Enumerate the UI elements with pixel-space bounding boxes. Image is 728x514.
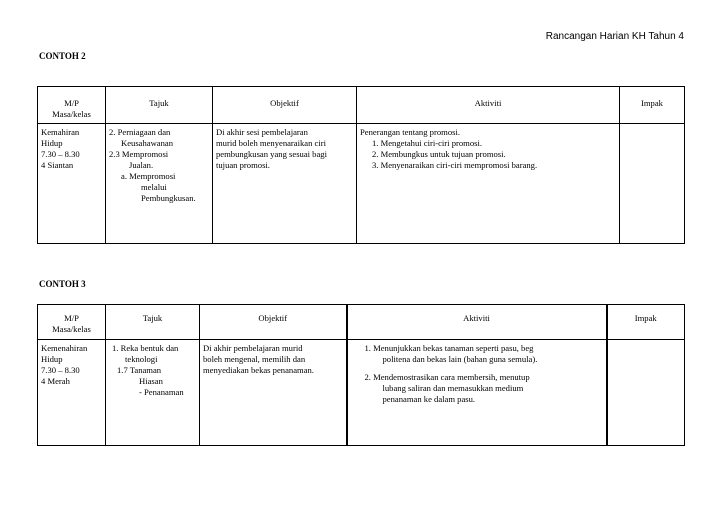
aktiviti-line: 1. Mengetahui ciri-ciri promosi. xyxy=(372,138,483,148)
aktiviti-line: 1. Menunjukkan bekas tanaman seperti pasu, beg xyxy=(364,343,534,353)
objektif-line: murid boleh menyenaraikan ciri xyxy=(216,138,327,148)
header-objektif: Objektif xyxy=(213,87,357,124)
tajuk-line: Keusahawanan xyxy=(121,138,174,148)
objektif-line: boleh mengenal, memilih dan xyxy=(203,354,306,364)
table-row xyxy=(38,124,685,244)
cell-aktiviti xyxy=(347,340,607,446)
header-masa-label: Masa/kelas xyxy=(52,109,91,119)
tajuk-line: Hiasan xyxy=(139,376,163,386)
objektif-line: Di akhir pembelajaran murid xyxy=(203,343,303,353)
table-header-row xyxy=(38,305,685,340)
tajuk-line: melalui xyxy=(141,182,167,192)
document-header: Rancangan Harian KH Tahun 4 xyxy=(545,31,684,42)
lesson-table-contoh-3 xyxy=(37,304,685,446)
cell-objektif xyxy=(213,124,357,244)
header-impak: Impak xyxy=(607,305,685,340)
header-aktiviti: Aktiviti xyxy=(347,305,607,340)
tajuk-line: 2.3 Mempromosi xyxy=(109,149,169,159)
header-tajuk: Tajuk xyxy=(106,87,213,124)
aktiviti-line: penanaman ke dalam pasu. xyxy=(382,394,476,404)
header-mp xyxy=(38,305,106,340)
cell-aktiviti xyxy=(357,124,620,244)
objektif-line: tujuan promosi. xyxy=(216,160,270,170)
mp-line: 4 Merah xyxy=(41,376,70,386)
aktiviti-line: Penerangan tentang promosi. xyxy=(360,127,460,137)
section-title-contoh-3: CONTOH 3 xyxy=(39,279,86,289)
tajuk-line: teknologi xyxy=(125,354,158,364)
cell-mp xyxy=(38,340,106,446)
cell-mp xyxy=(38,124,106,244)
tajuk-line: - Penanaman xyxy=(139,387,184,397)
spacer xyxy=(351,365,603,372)
objektif-line: menyediakan bekas penanaman. xyxy=(203,365,314,375)
objektif-line: pembungkusan yang sesuai bagi xyxy=(216,149,327,159)
header-aktiviti: Aktiviti xyxy=(357,87,620,124)
table-header-row xyxy=(38,87,685,124)
mp-line: Hidup xyxy=(41,354,63,364)
aktiviti-line: 2. Mendemostrasikan cara membersih, menutup xyxy=(364,372,530,382)
table-row xyxy=(38,340,685,446)
tajuk-line: a. Mempromosi xyxy=(121,171,176,181)
header-mp-label: M/P xyxy=(64,313,79,323)
tajuk-line: Jualan. xyxy=(129,160,154,170)
mp-line: Kemenahiran xyxy=(41,343,88,353)
cell-impak xyxy=(607,340,685,446)
aktiviti-line: 3. Menyenaraikan ciri-ciri mempromosi barang. xyxy=(372,160,538,170)
aktiviti-line: 2. Membungkus untuk tujuan promosi. xyxy=(372,149,506,159)
section-title-contoh-2: CONTOH 2 xyxy=(39,51,86,61)
objektif-line: Di akhir sesi pembelajaran xyxy=(216,127,308,137)
mp-line: 7.30 – 8.30 xyxy=(41,365,80,375)
mp-line: Hidup xyxy=(41,138,63,148)
mp-line: 4 Siantan xyxy=(41,160,74,170)
header-impak: Impak xyxy=(620,87,685,124)
tajuk-line: Pembungkusan. xyxy=(141,193,196,203)
header-tajuk: Tajuk xyxy=(106,305,200,340)
aktiviti-line: lubang saliran dan memasukkan medium xyxy=(382,383,524,393)
cell-objektif xyxy=(200,340,347,446)
header-objektif: Objektif xyxy=(200,305,347,340)
cell-tajuk xyxy=(106,340,200,446)
cell-tajuk xyxy=(106,124,213,244)
tajuk-line: 2. Perniagaan dan xyxy=(109,127,171,137)
cell-impak xyxy=(620,124,685,244)
lesson-table-contoh-2 xyxy=(37,86,685,244)
tajuk-line: 1.7 Tanaman xyxy=(117,365,162,375)
header-mp-label: M/P xyxy=(64,98,79,108)
mp-line: Kemahiran xyxy=(41,127,80,137)
header-masa-label: Masa/kelas xyxy=(52,324,91,334)
header-mp xyxy=(38,87,106,124)
tajuk-line: 1. Reka bentuk dan xyxy=(112,343,179,353)
mp-line: 7.30 – 8.30 xyxy=(41,149,80,159)
aktiviti-line: politena dan bekas lain (bahan guna semula). xyxy=(382,354,538,364)
